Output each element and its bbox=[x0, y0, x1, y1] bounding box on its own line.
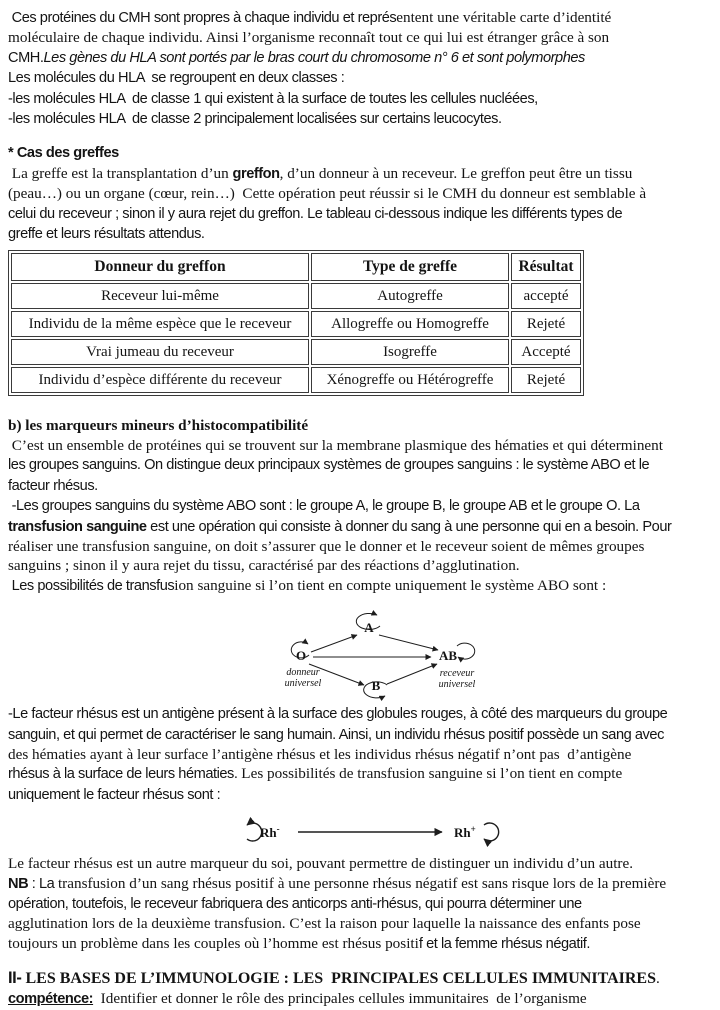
abo-transfusion-diagram bbox=[276, 598, 506, 704]
competence-line bbox=[8, 989, 712, 1009]
table-cell-resultat: Rejeté bbox=[511, 367, 581, 393]
transfusion-sanguine-term: transfusion sanguine bbox=[8, 518, 147, 535]
text-line bbox=[8, 914, 712, 933]
nb-text: agglutination lors de la deuxième transfusion. C’est la raison pour laquelle la naissance des enfants pose bbox=[8, 915, 641, 933]
receiver-universal-label-1: receveur bbox=[439, 668, 475, 680]
greffe-def-text: , d’un donneur à un receveur. Le greffon peut être un tissu bbox=[279, 164, 633, 182]
abo-groups-text: -Les groupes sanguins du système ABO sont : le groupe A, le groupe B, le groupe AB et le groupe O. La bbox=[8, 498, 640, 515]
abo-node-o: O bbox=[295, 648, 307, 664]
hla-class2-text: -les molécules HLA de classe 2 principalement localisées sur certains leucocytes. bbox=[8, 111, 502, 128]
text-line bbox=[8, 8, 712, 28]
arrow-a-to-ab bbox=[379, 635, 438, 650]
possibilites-text: Les possibilités de transfus bbox=[8, 577, 175, 594]
greffes-title-line bbox=[8, 143, 712, 163]
rhesus-text: uniquement le facteur rhésus sont : bbox=[8, 786, 221, 803]
competence-text: Identifier et donner le rôle des principales cellules immunitaires de l’organisme bbox=[93, 989, 587, 1007]
text-line bbox=[8, 109, 712, 129]
greffes-title: * Cas des greffes bbox=[8, 145, 119, 162]
text-line bbox=[8, 537, 712, 556]
table-cell-donneur: Receveur lui-même bbox=[11, 283, 309, 309]
marqueurs-text: C’est un ensemble de protéines qui se trouvent sur la membrane plasmique des hématies et qui déterminent bbox=[8, 436, 663, 454]
text-line bbox=[8, 496, 712, 516]
intro-text-serif: moléculaire de chaque individu. Ainsi l’organisme reconnaît tout ce qui lui est étranger grâce à son bbox=[8, 29, 610, 47]
intro-text-sans: Ces protéines du CMH sont propres à chaque individu et représ bbox=[8, 10, 397, 26]
table-cell-type: Allogreffe ou Homogreffe bbox=[311, 311, 509, 337]
marqueurs-title-line bbox=[8, 416, 712, 435]
section2-heading bbox=[8, 969, 712, 1009]
arrow-o-to-a bbox=[311, 635, 357, 652]
text-line bbox=[8, 556, 712, 575]
table-cell-type: Isogreffe bbox=[311, 339, 509, 365]
text-line bbox=[8, 576, 712, 596]
text-line bbox=[8, 204, 712, 224]
rh-negative-label: Rh- bbox=[260, 824, 280, 841]
text-line bbox=[8, 455, 712, 475]
table-header-resultat: Résultat bbox=[511, 253, 581, 281]
text-line bbox=[8, 874, 712, 894]
transfusion-text: est une opération qui consiste à donner du sang à une personne qui en a besoin. Pour bbox=[146, 518, 672, 535]
greffes-section bbox=[8, 143, 712, 244]
abo-node-ab: AB bbox=[438, 648, 458, 664]
table-header-row bbox=[11, 253, 581, 281]
donor-universal-label-2: universel bbox=[284, 678, 322, 690]
rhesus-text: Les possibilités de transfusion sanguine si l’on tient en compte bbox=[237, 765, 623, 783]
table-header-type: Type de greffe bbox=[311, 253, 509, 281]
rh-pos-self-loop-icon bbox=[484, 823, 499, 841]
text-line bbox=[8, 854, 712, 873]
nb-text: : La bbox=[28, 875, 58, 892]
nb-text: f et la femme rhésus négatif. bbox=[418, 935, 590, 952]
nb-text: toujours un problème dans les couples où l’homme est rhésus positi bbox=[8, 934, 419, 952]
rhesus-section bbox=[8, 704, 712, 805]
greffon-term: greffon bbox=[232, 165, 280, 182]
marqueurs-title: b) les marqueurs mineurs d’histocompatibilité bbox=[8, 417, 309, 435]
section2-number: II- bbox=[8, 969, 22, 988]
marqueurs-text: les groupes sanguins. On distingue deux principaux systèmes de groupes sanguins : le système ABO et le bbox=[8, 457, 650, 474]
text-line bbox=[8, 934, 712, 954]
table-cell-resultat: Accepté bbox=[511, 339, 581, 365]
receiver-universal-label-2: universel bbox=[438, 679, 476, 691]
rhesus-text: des hématies ayant à leur surface l’antigène rhésus et les individus rhésus négatif n’ont pas d’antigène bbox=[8, 745, 632, 763]
soi-marker-text: Le facteur rhésus est un autre marqueur du soi, pouvant permettre de distinguer un individu d’un autre. bbox=[8, 855, 634, 873]
table-cell-donneur: Individu d’espèce différente du receveur bbox=[11, 367, 309, 393]
table-cell-resultat: accepté bbox=[511, 283, 581, 309]
section2-title: LES BASES DE L’IMMUNOLOGIE : LES PRINCIPALES CELLULES IMMUNITAIRES bbox=[21, 970, 656, 988]
transfusion-text: sanguins ; sinon il y aura rejet du tissu, caractérisé par des réactions d’agglutination. bbox=[8, 557, 520, 575]
section2-period: . bbox=[655, 970, 660, 988]
cmh-text: CMH. bbox=[8, 49, 44, 66]
text-line bbox=[8, 48, 712, 68]
marqueurs-text: facteur rhésus. bbox=[8, 477, 98, 494]
text-line bbox=[8, 704, 712, 724]
self-loop-ab-icon bbox=[457, 643, 475, 659]
text-line bbox=[8, 517, 712, 537]
text-line bbox=[8, 436, 712, 455]
possibilites-text: ion sanguine si l’on tient en compte uniquement le système ABO sont : bbox=[174, 576, 607, 594]
table-row bbox=[11, 339, 581, 365]
text-line bbox=[8, 68, 712, 88]
rhesus-text: sanguin, et qui permet de caractériser le sang humain. Ainsi, un individu rhésus positif possède un sang avec bbox=[8, 726, 664, 743]
text-line bbox=[8, 476, 712, 496]
nb-text: opération, toutefois, le receveur fabriquera des anticorps anti-rhésus, qui pourra déterminer une bbox=[8, 895, 582, 912]
text-line bbox=[8, 89, 712, 109]
table-cell-resultat: Rejeté bbox=[511, 311, 581, 337]
table-row bbox=[11, 367, 581, 393]
text-line bbox=[8, 894, 712, 914]
rh-positive-label: Rh+ bbox=[454, 824, 476, 841]
rh-transfusion-diagram bbox=[224, 815, 504, 851]
nb-section bbox=[8, 854, 712, 954]
hla-genes-italic-text: Les gènes du HLA sont portés par le bras court du chromosome n° 6 et sont polymorphes bbox=[43, 49, 585, 66]
table-cell-type: Xénogreffe ou Hétérogreffe bbox=[311, 367, 509, 393]
hla-classes-text: Les molécules du HLA se regroupent en deux classes : bbox=[8, 70, 345, 87]
greffe-table bbox=[8, 250, 584, 396]
text-line bbox=[8, 785, 712, 805]
abo-node-a: A bbox=[364, 620, 374, 636]
nb-label: NB bbox=[8, 875, 29, 892]
greffe-text: greffe et leurs résultats attendus. bbox=[8, 226, 205, 243]
table-row bbox=[11, 283, 581, 309]
rhesus-text: rhésus à la surface de leurs hématies. bbox=[8, 766, 238, 783]
nb-text: transfusion d’un sang rhésus positif à une personne rhésus négatif est sans risque lors de la première bbox=[57, 874, 667, 892]
greffe-def-text: La greffe est la transplantation d’un bbox=[8, 164, 233, 182]
abo-node-b: B bbox=[371, 678, 381, 694]
text-line bbox=[8, 28, 712, 47]
section2-title-line bbox=[8, 969, 712, 988]
greffe-text: (peau…) ou un organe (cœur, rein…) Cette opération peut réussir si le CMH du donneur est semblable à bbox=[8, 185, 647, 203]
arrow-b-to-ab bbox=[387, 664, 437, 684]
marqueurs-section bbox=[8, 416, 712, 596]
greffe-text: celui du receveur ; sinon il y aura rejet du greffon. Le tableau ci-dessous indique les différents types de bbox=[8, 205, 623, 222]
text-line bbox=[8, 764, 712, 784]
hla-class1-text: -les molécules HLA de classe 1 qui existent à la surface de toutes les cellules nucléées, bbox=[8, 90, 538, 107]
rhesus-text: -Le facteur rhésus est un antigène présent à la surface des globules rouges, à côté des marqueurs du groupe bbox=[8, 706, 668, 723]
text-line bbox=[8, 725, 712, 745]
table-cell-type: Autogreffe bbox=[311, 283, 509, 309]
text-line bbox=[8, 745, 712, 764]
transfusion-text: réaliser une transfusion sanguine, on doit s’assurer que le donner et le receveur soient de mêmes groupes bbox=[8, 537, 645, 555]
table-header-donneur: Donneur du greffon bbox=[11, 253, 309, 281]
table-cell-donneur: Vrai jumeau du receveur bbox=[11, 339, 309, 365]
text-line bbox=[8, 164, 712, 184]
intro-paragraph bbox=[8, 8, 712, 129]
competence-label: compétence: bbox=[8, 990, 94, 1007]
table-cell-donneur: Individu de la même espèce que le receveur bbox=[11, 311, 309, 337]
text-line bbox=[8, 184, 712, 203]
donor-universal-label-1: donneur bbox=[286, 667, 320, 679]
table-row bbox=[11, 311, 581, 337]
text-line bbox=[8, 224, 712, 244]
intro-text-serif: entent une véritable carte d’identité bbox=[396, 9, 612, 26]
